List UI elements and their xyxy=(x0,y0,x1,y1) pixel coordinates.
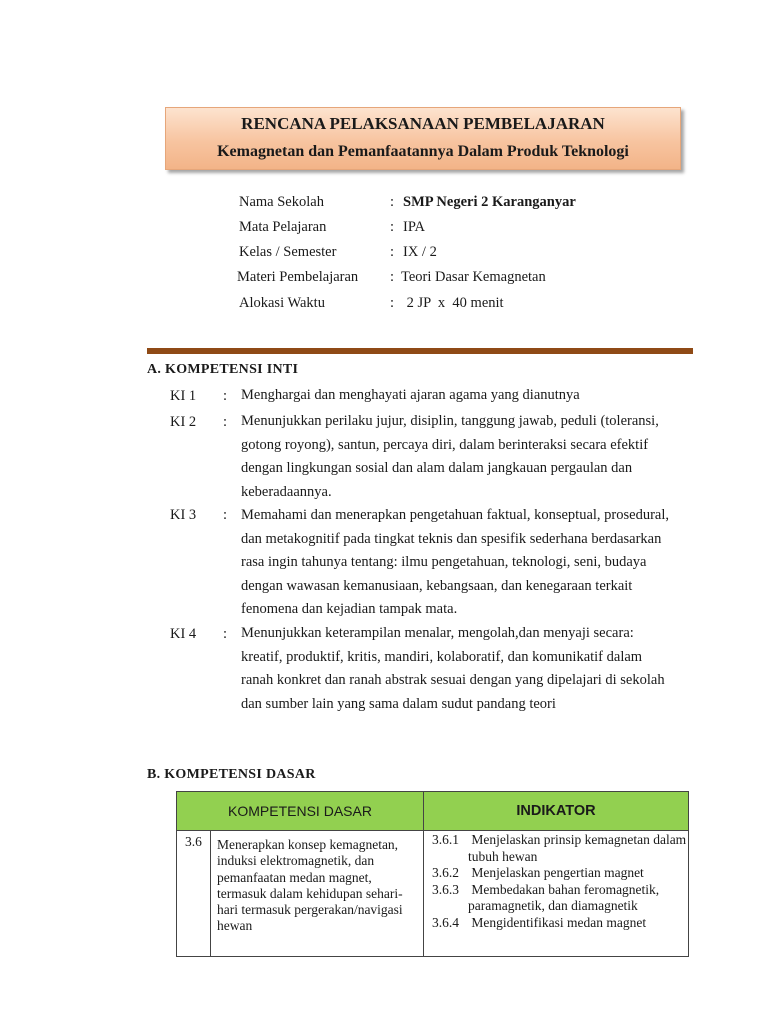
indicator-number: 3.6.2 xyxy=(432,865,459,880)
kd-header-kompetensi: KOMPETENSI DASAR xyxy=(177,792,424,830)
identity-label: Mata Pelajaran xyxy=(239,219,327,235)
ki-code: KI 3 xyxy=(170,507,197,523)
kd-number: 3.6 xyxy=(185,834,202,849)
identity-colon: : xyxy=(390,295,395,311)
kd-table xyxy=(176,791,689,957)
indicator-item xyxy=(432,915,688,932)
indicator-number: 3.6.3 xyxy=(432,881,459,897)
ki-text: Menunjukkan keterampilan menalar, mengolah,dan menyaji secara: kreatif, produktif, kritis, mandiri, kolaboratif, dan komunikatif dalam ranah konkret dan ranah abstrak sesuai dengan yang dipelajari di sekolah dan sumber lain yang sama dalam sudut pandang teori xyxy=(241,625,665,712)
identity-value: Teori Dasar Kemagnetan xyxy=(401,269,546,285)
ki-colon: : xyxy=(223,388,228,404)
identity-colon: : xyxy=(390,219,395,235)
identity-label: Alokasi Waktu xyxy=(239,295,325,311)
ki-code: KI 1 xyxy=(170,388,197,404)
ki-colon: : xyxy=(223,626,228,642)
table-divider xyxy=(423,830,424,956)
identity-colon: : xyxy=(390,269,395,285)
identity-colon: : xyxy=(390,244,395,260)
indicator-item xyxy=(432,882,688,915)
kd-description: Menerapkan konsep kemagnetan, induksi elektromagnetik, dan pemanfaatan medan magnet, termasuk dalam kehidupan sehari-hari termasuk pergerakan/navigasi hewan xyxy=(217,837,403,934)
ki-colon: : xyxy=(223,414,228,430)
section-a-heading: A. KOMPETENSI INTI xyxy=(147,362,299,377)
indicator-text: Menjelaskan pengertian magnet xyxy=(471,865,644,880)
ki-code: KI 2 xyxy=(170,414,197,430)
section-b-heading: B. KOMPETENSI DASAR xyxy=(147,767,316,782)
identity-colon: : xyxy=(390,194,395,210)
indicator-item xyxy=(432,865,688,882)
identity-value: SMP Negeri 2 Karanganyar xyxy=(403,194,576,210)
identity-value: IPA xyxy=(403,219,426,235)
ki-text: Menunjukkan perilaku jujur, disiplin, tanggung jawab, peduli (toleransi, gotong royong), santun, percaya diri, dalam berinteraksi secara efektif dengan lingkungan sosial dan alam dalam jangkauan pergaulan dan keberadaannya. xyxy=(241,413,659,500)
indicator-number: 3.6.4 xyxy=(432,914,459,930)
identity-value: IX / 2 xyxy=(403,244,437,260)
identity-label: Nama Sekolah xyxy=(239,194,324,210)
indicator-text: Menjelaskan prinsip kemagnetan dalam tubuh hewan xyxy=(468,832,687,864)
ki-text: Memahami dan menerapkan pengetahuan faktual, konseptual, prosedural, dan metakognitif pada tingkat teknis dan spesifik sederhana berdasarkan rasa ingin tahunya tentang: ilmu pengetahuan, teknologi, seni, budaya dengan wawasan kemanusiaan, kebangsaan, dan kenegaraan terkait fenomena dan kejadian tampak mata. xyxy=(241,507,669,617)
ki-code: KI 4 xyxy=(170,626,197,642)
table-divider xyxy=(210,830,211,956)
identity-label: Materi Pembelajaran xyxy=(237,269,359,285)
ki-colon: : xyxy=(223,507,228,523)
document-title: RENCANA PELAKSANAAN PEMBELAJARAN xyxy=(241,114,605,133)
identity-value: 2 JP x 40 menit xyxy=(403,295,504,311)
kd-table-header xyxy=(177,792,688,831)
indicator-item xyxy=(432,832,688,865)
indicator-number: 3.6.1 xyxy=(432,832,459,847)
identity-label: Kelas / Semester xyxy=(239,244,337,260)
document-title-box xyxy=(165,107,681,170)
document-subtitle: Kemagnetan dan Pemanfaatannya Dalam Produk Teknologi xyxy=(217,143,629,160)
ki-text: Menghargai dan menghayati ajaran agama yang dianutnya xyxy=(241,387,580,403)
indicator-text: Membedakan bahan feromagnetik, paramagnetik, dan diamagnetik xyxy=(468,881,660,913)
section-divider xyxy=(147,348,693,354)
kd-header-indikator: INDIKATOR xyxy=(516,803,596,819)
indicator-list xyxy=(432,832,688,931)
indicator-text: Mengidentifikasi medan magnet xyxy=(471,914,647,930)
